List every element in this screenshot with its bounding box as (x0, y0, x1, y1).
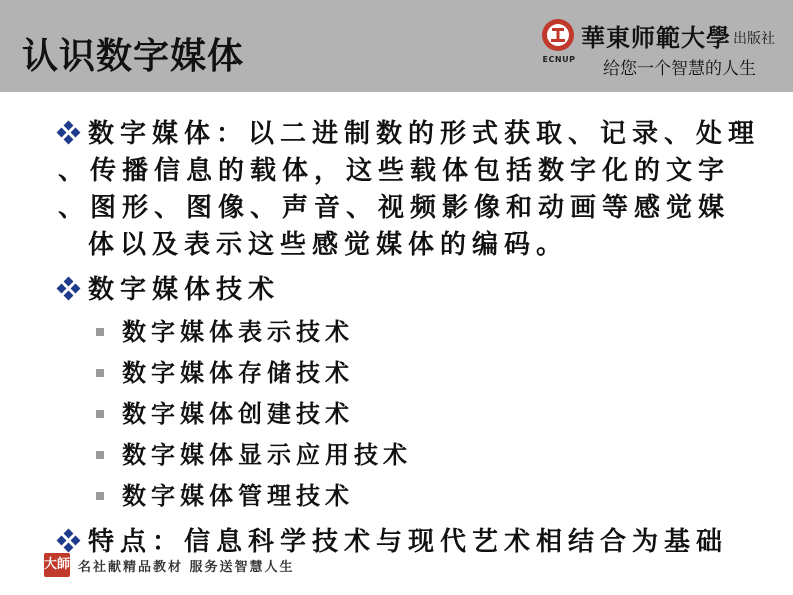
definition-line: 、传播信息的载体，这些载体包括数字化的文字 (58, 156, 731, 186)
logo-caption: ECNUP (542, 55, 576, 64)
diamond-bullet-icon (58, 530, 80, 552)
sub-item-label: 数字媒体管理技术 (122, 481, 354, 510)
diamond-bullet-icon (58, 278, 80, 300)
bullet-point-technology (58, 272, 280, 309)
definition-text (58, 116, 761, 264)
features-text: 特点：信息科学技术与现代艺术相结合为基础 (88, 527, 729, 557)
footer-text: 名社献精品教材 服务送智慧人生 (78, 559, 295, 575)
sub-item-label: 数字媒体显示应用技术 (122, 440, 412, 469)
sub-item (96, 358, 354, 388)
slogan: 给您一个智慧的人生 (603, 59, 756, 79)
square-bullet-icon (96, 451, 104, 459)
sub-item-label: 数字媒体存储技术 (122, 358, 354, 387)
university-name: 華東师範大學 (581, 23, 731, 52)
sub-item (96, 399, 354, 429)
definition-line: 数字媒体：以二进制数的形式获取、记录、处理 (88, 119, 761, 149)
diamond-bullet-icon (58, 122, 80, 144)
sub-item-label: 数字媒体表示技术 (122, 317, 354, 346)
square-bullet-icon (96, 328, 104, 336)
square-bullet-icon (96, 492, 104, 500)
sub-item (96, 317, 354, 347)
press-label: 出版社 (733, 31, 775, 47)
footer (44, 553, 295, 577)
square-bullet-icon (96, 410, 104, 418)
sub-item-label: 数字媒体创建技术 (122, 399, 354, 428)
bullet-point-definition (58, 116, 760, 264)
seal-icon: 大師 (44, 553, 70, 577)
sub-item (96, 440, 412, 470)
definition-line: 体以及表示这些感觉媒体的编码。 (88, 230, 569, 260)
technology-heading: 数字媒体技术 (88, 275, 281, 305)
page-title: 认识数字媒体 (22, 36, 245, 77)
sub-item (96, 481, 354, 511)
square-bullet-icon (96, 369, 104, 377)
definition-line: 、图形、图像、声音、视频影像和动画等感觉媒 (58, 193, 731, 223)
